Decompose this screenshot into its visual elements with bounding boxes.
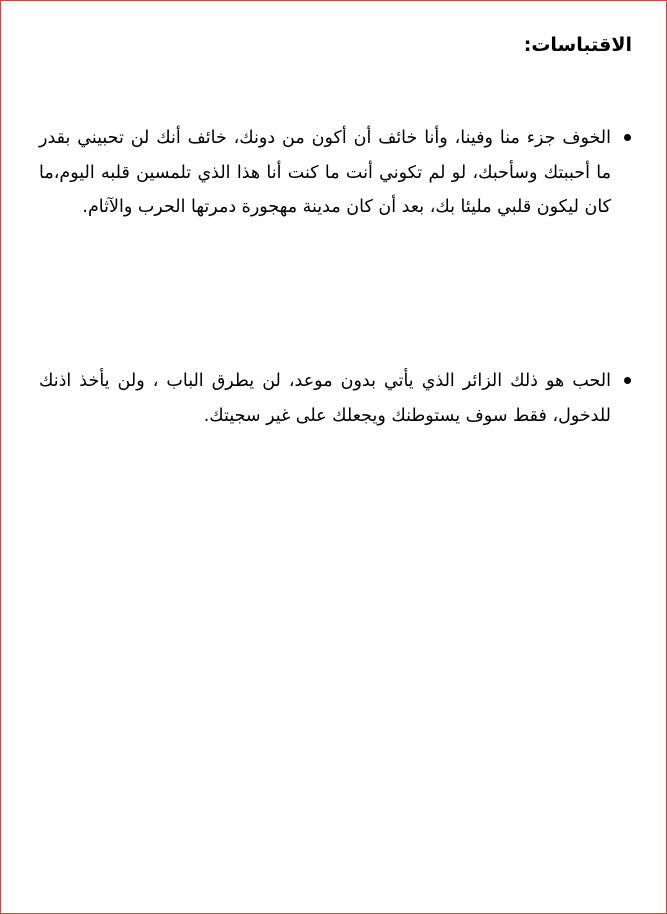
bullet-icon	[624, 134, 631, 141]
list-item	[39, 121, 611, 225]
page-title: الاقتباسات:	[523, 34, 632, 56]
bullet-icon	[624, 377, 631, 384]
quote-text: الحب هو ذلك الزائر الذي يأتي بدون موعد، لن يطرق الباب ، ولن يأخذ اذنك للدخول، فقط سوف يستوطنك ويجعلك على غير سجيتك.	[39, 371, 611, 426]
quote-text: الخوف جزء منا وفينا، وأنا خائف أن أكون من دونك، خائف أنك لن تحبيني بقدر ما أحببتك وسأحبك، لو لم تكوني أنت ما كنت أنا هذا الذي تلمسين قلبه اليوم،ما كان ليكون قلبي مليئا بك، بعد أن كان مدينة مهجورة دمرتها الحرب والآثام.	[39, 128, 611, 217]
list-item	[39, 364, 611, 433]
